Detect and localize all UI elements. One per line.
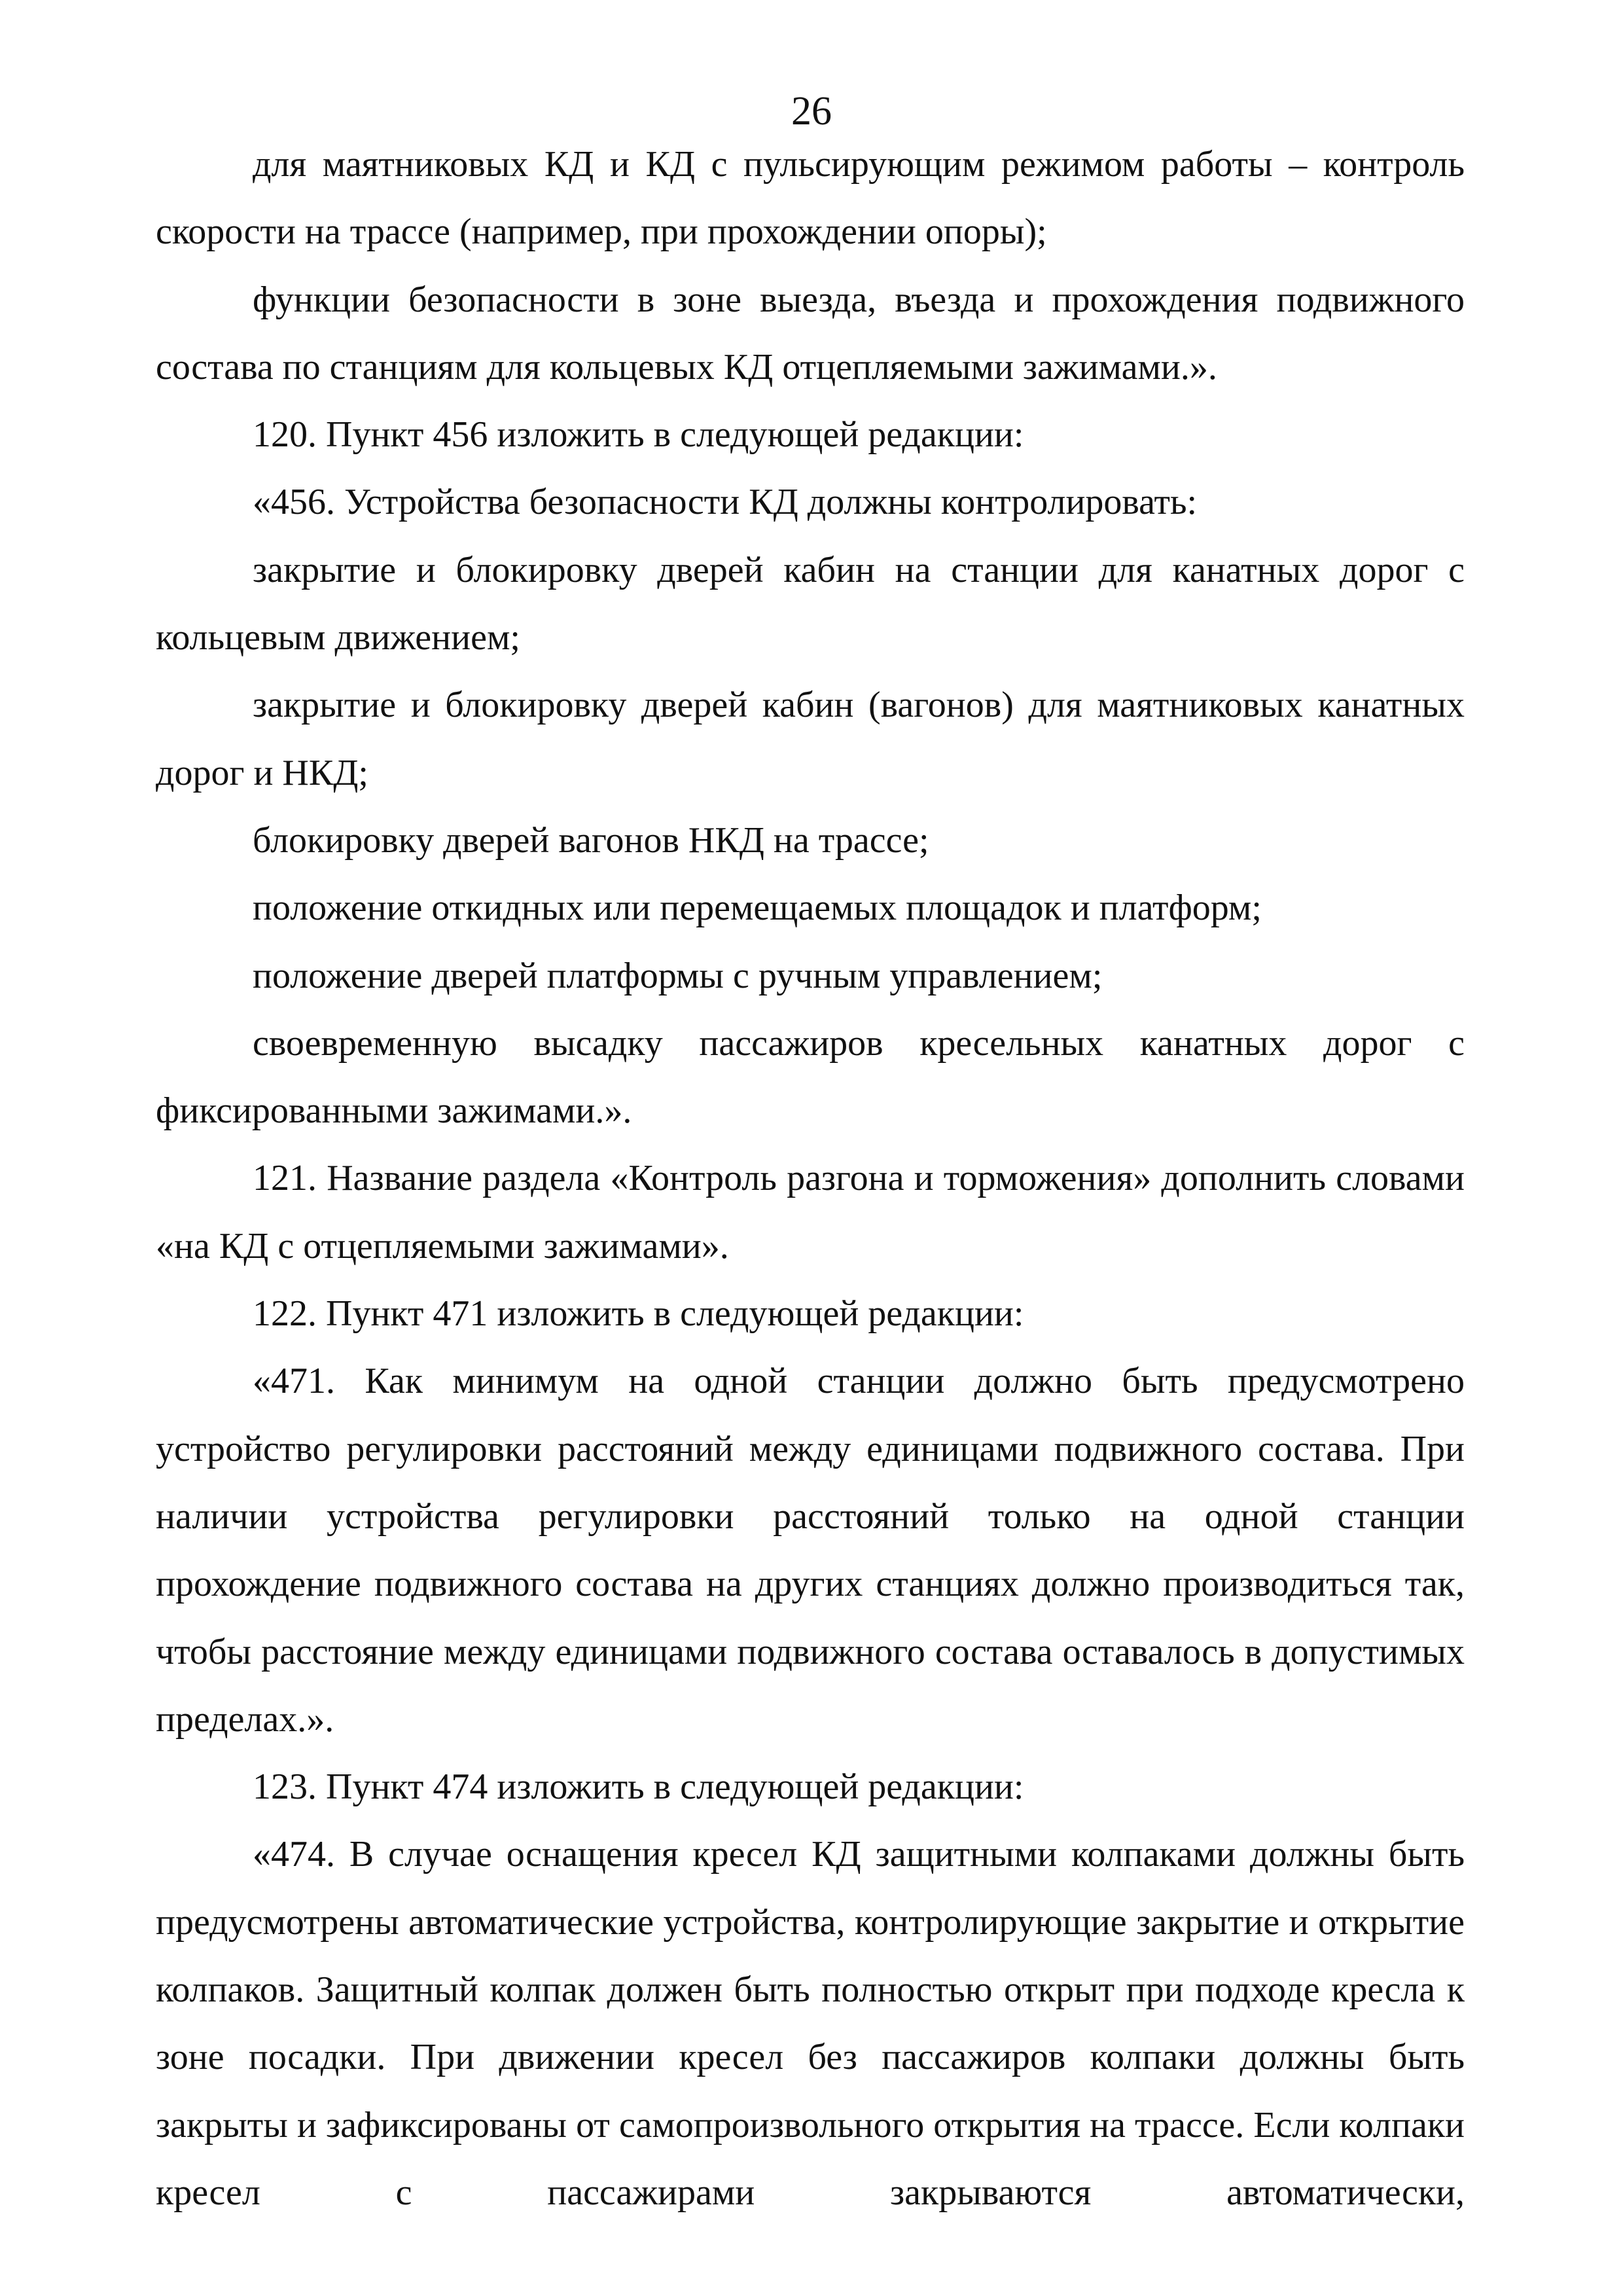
paragraph-11: 121. Название раздела «Контроль разгона и торможения» дополнить словами «на КД с отцепляемыми зажимами». [156, 1158, 1465, 1266]
paragraph-13: «471. Как минимум на одной станции должно быть предусмотрено устройство регулировки расстояний между единицами подвижного состава. При наличии устройства регулировки расстояний только на одной станции прохождение подвижного состава на других станциях должно производиться так, чтобы расстояние между единицами подвижного состава оставалось в допустимых пределах.». [156, 1361, 1465, 1740]
paragraph-5: закрытие и блокировку дверей кабин на станции для канатных дорог с кольцевым движением; [156, 549, 1465, 658]
paragraph-6: закрытие и блокировку дверей кабин (вагонов) для маятниковых канатных дорог и НКД; [156, 685, 1465, 793]
paragraph-4: «456. Устройства безопасности КД должны контролировать: [253, 482, 1198, 523]
page-number: 26 [791, 89, 832, 134]
document-body [156, 131, 1465, 2227]
paragraph-1: для маятниковых КД и КД с пульсирующим режимом работы – контроль скорости на трассе (например, при прохождении опоры); [156, 144, 1465, 253]
paragraph-3: 120. Пункт 456 изложить в следующей редакции: [253, 414, 1024, 456]
paragraph-7: блокировку дверей вагонов НКД на трассе; [253, 819, 929, 861]
paragraph-2: функции безопасности в зоне выезда, въезда и прохождения подвижного состава по станциям для кольцевых КД отцепляемыми зажимами.». [156, 279, 1465, 387]
paragraph-10: своевременную высадку пассажиров кресельных канатных дорог с фиксированными зажимами.». [156, 1022, 1465, 1132]
paragraph-14: 123. Пункт 474 изложить в следующей редакции: [253, 1767, 1024, 1808]
paragraph-15: «474. В случае оснащения кресел КД защитными колпаками должны быть предусмотрены автоматические устройства, контролирующие закрытие и открытие колпаков. Защитный колпак должен быть полностью открыт при подходе кресла к зоне посадки. При движении кресел без пассажиров колпаки должны быть закрыты и зафиксированы от самопроизвольного открытия на трассе. Если колпаки кресел с пассажирами закрываются автоматически, [156, 1834, 1465, 2213]
paragraph-8: положение откидных или перемещаемых площадок и платформ; [253, 888, 1262, 929]
paragraph-12: 122. Пункт 471 изложить в следующей редакции: [253, 1293, 1024, 1335]
paragraph-9: положение дверей платформы с ручным управлением; [253, 955, 1103, 996]
